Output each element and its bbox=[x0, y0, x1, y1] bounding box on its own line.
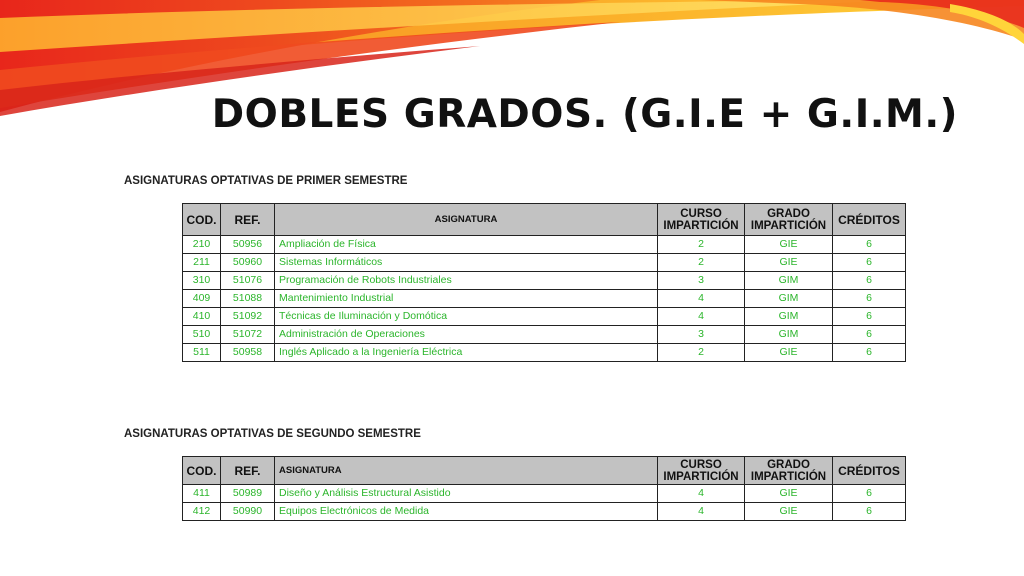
table-row bbox=[183, 344, 906, 362]
col-header-creditos: CRÉDITOS bbox=[833, 204, 906, 236]
table-row bbox=[183, 290, 906, 308]
col-header-curso bbox=[658, 457, 745, 485]
cell-grado: GIM bbox=[745, 272, 833, 290]
cell-asignatura: Inglés Aplicado a la Ingeniería Eléctrica bbox=[275, 344, 658, 362]
cell-asignatura: Equipos Electrónicos de Medida bbox=[275, 503, 658, 521]
cell-cod: 211 bbox=[183, 254, 221, 272]
cell-asignatura: Diseño y Análisis Estructural Asistido bbox=[275, 485, 658, 503]
col-header-asignatura: ASIGNATURA bbox=[275, 457, 658, 485]
cell-ref: 50990 bbox=[221, 503, 275, 521]
cell-ref: 51072 bbox=[221, 326, 275, 344]
cell-asignatura: Ampliación de Física bbox=[275, 236, 658, 254]
cell-creditos: 6 bbox=[833, 485, 906, 503]
cell-ref: 51092 bbox=[221, 308, 275, 326]
cell-curso: 2 bbox=[658, 236, 745, 254]
cell-grado: GIM bbox=[745, 308, 833, 326]
col-header-cod: COD. bbox=[183, 204, 221, 236]
cell-ref: 50989 bbox=[221, 485, 275, 503]
cell-cod: 410 bbox=[183, 308, 221, 326]
col-header-grado-line2: IMPARTICIÓN bbox=[750, 470, 827, 483]
cell-asignatura: Administración de Operaciones bbox=[275, 326, 658, 344]
cell-asignatura: Mantenimiento Industrial bbox=[275, 290, 658, 308]
col-header-creditos: CRÉDITOS bbox=[833, 457, 906, 485]
col-header-ref: REF. bbox=[221, 457, 275, 485]
cell-curso: 3 bbox=[658, 272, 745, 290]
cell-grado: GIE bbox=[745, 485, 833, 503]
page-title: DOBLES GRADOS. (G.I.E + G.I.M.) bbox=[211, 92, 958, 137]
cell-ref: 51076 bbox=[221, 272, 275, 290]
cell-curso: 4 bbox=[658, 503, 745, 521]
cell-ref: 51088 bbox=[221, 290, 275, 308]
cell-asignatura: Técnicas de Iluminación y Domótica bbox=[275, 308, 658, 326]
col-header-grado bbox=[745, 204, 833, 236]
col-header-grado-line2: IMPARTICIÓN bbox=[750, 219, 827, 232]
col-header-grado-line1: GRADO bbox=[767, 207, 810, 220]
cell-grado: GIM bbox=[745, 290, 833, 308]
table-row bbox=[183, 236, 906, 254]
cell-ref: 50960 bbox=[221, 254, 275, 272]
col-header-curso-line1: CURSO bbox=[680, 458, 722, 471]
table-row bbox=[183, 485, 906, 503]
cell-creditos: 6 bbox=[833, 254, 906, 272]
cell-asignatura: Sistemas Informáticos bbox=[275, 254, 658, 272]
cell-curso: 4 bbox=[658, 290, 745, 308]
col-header-asignatura: ASIGNATURA bbox=[275, 204, 658, 236]
cell-cod: 409 bbox=[183, 290, 221, 308]
cell-cod: 411 bbox=[183, 485, 221, 503]
col-header-curso-line2: IMPARTICIÓN bbox=[663, 219, 739, 232]
cell-ref: 50956 bbox=[221, 236, 275, 254]
cell-grado: GIE bbox=[745, 236, 833, 254]
cell-curso: 2 bbox=[658, 254, 745, 272]
first-semester-heading: ASIGNATURAS OPTATIVAS DE PRIMER SEMESTRE bbox=[124, 175, 408, 187]
second-semester-heading: ASIGNATURAS OPTATIVAS DE SEGUNDO SEMESTRE bbox=[124, 428, 421, 440]
cell-cod: 511 bbox=[183, 344, 221, 362]
cell-grado: GIE bbox=[745, 254, 833, 272]
cell-creditos: 6 bbox=[833, 344, 906, 362]
second-semester-table bbox=[182, 456, 906, 521]
table-row bbox=[183, 254, 906, 272]
cell-grado: GIE bbox=[745, 344, 833, 362]
cell-cod: 210 bbox=[183, 236, 221, 254]
table-row bbox=[183, 308, 906, 326]
col-header-grado bbox=[745, 457, 833, 485]
col-header-curso-line1: CURSO bbox=[680, 207, 722, 220]
cell-grado: GIM bbox=[745, 326, 833, 344]
cell-creditos: 6 bbox=[833, 290, 906, 308]
cell-creditos: 6 bbox=[833, 236, 906, 254]
col-header-grado-line1: GRADO bbox=[767, 458, 810, 471]
cell-creditos: 6 bbox=[833, 503, 906, 521]
col-header-curso-line2: IMPARTICIÓN bbox=[663, 470, 739, 483]
col-header-ref: REF. bbox=[221, 204, 275, 236]
cell-creditos: 6 bbox=[833, 308, 906, 326]
cell-curso: 3 bbox=[658, 326, 745, 344]
col-header-curso bbox=[658, 204, 745, 236]
cell-curso: 4 bbox=[658, 485, 745, 503]
cell-asignatura: Programación de Robots Industriales bbox=[275, 272, 658, 290]
cell-cod: 412 bbox=[183, 503, 221, 521]
cell-cod: 310 bbox=[183, 272, 221, 290]
first-semester-table bbox=[182, 203, 906, 362]
cell-cod: 510 bbox=[183, 326, 221, 344]
col-header-cod: COD. bbox=[183, 457, 221, 485]
cell-grado: GIE bbox=[745, 503, 833, 521]
cell-ref: 50958 bbox=[221, 344, 275, 362]
cell-curso: 4 bbox=[658, 308, 745, 326]
table-row bbox=[183, 326, 906, 344]
table-header-row bbox=[183, 457, 906, 485]
table-row bbox=[183, 503, 906, 521]
table-header-row bbox=[183, 204, 906, 236]
cell-creditos: 6 bbox=[833, 272, 906, 290]
cell-creditos: 6 bbox=[833, 326, 906, 344]
cell-curso: 2 bbox=[658, 344, 745, 362]
table-row bbox=[183, 272, 906, 290]
